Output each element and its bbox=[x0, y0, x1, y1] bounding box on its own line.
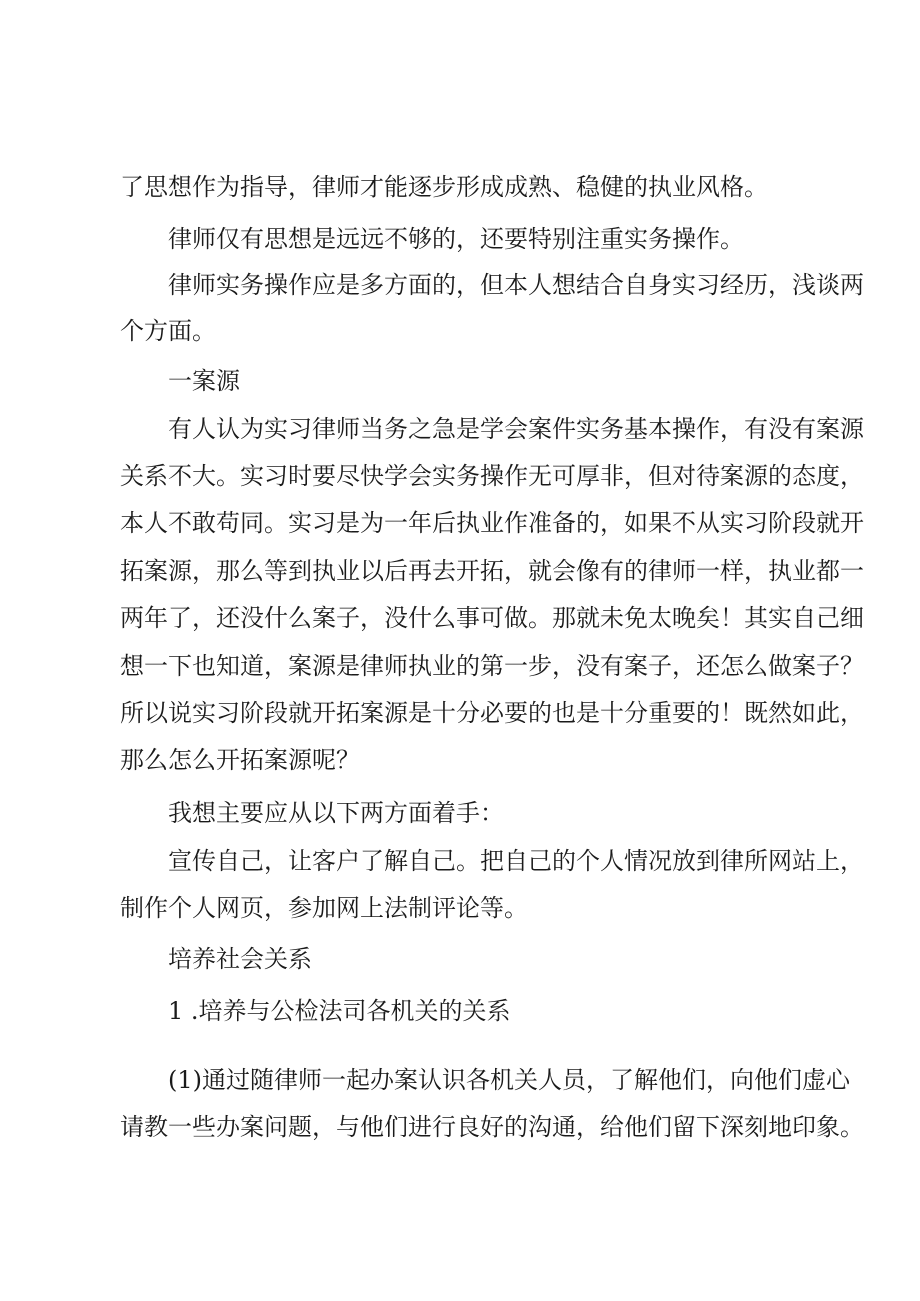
text-line: 我想主要应从以下两方面着手： bbox=[168, 799, 504, 827]
text-line: 有人认为实习律师当务之急是学会案件实务基本操作，有没有案源 bbox=[168, 415, 864, 443]
text-line: 宣传自己，让客户了解自己。把自己的个人情况放到律所网站上， bbox=[168, 847, 864, 875]
text-line: 想一下也知道，案源是律师执业的第一步，没有案子，还怎么做案子？ bbox=[120, 652, 864, 680]
text-line: 了思想作为指导，律师才能逐步形成成熟、稳健的执业风格。 bbox=[120, 173, 768, 201]
text-line: 关系不大。实习时要尽快学会实务操作无可厚非，但对待案源的态度， bbox=[120, 462, 864, 490]
list-heading: 1 .培养与公检法司各机关的关系 bbox=[168, 997, 511, 1025]
text-line: 拓案源，那么等到执业以后再去开拓，就会像有的律师一样，执业都一 bbox=[120, 557, 864, 585]
section-heading: 培养社会关系 bbox=[168, 945, 312, 973]
text-line: 本人不敢苟同。实习是为一年后执业作准备的，如果不从实习阶段就开 bbox=[120, 509, 864, 537]
text-line: 所以说实习阶段就开拓案源是十分必要的也是十分重要的！既然如此， bbox=[120, 699, 864, 727]
text-line: 制作个人网页，参加网上法制评论等。 bbox=[120, 894, 528, 922]
list-item-text: (1)通过随律师一起办案认识各机关人员，了解他们，向他们虚心 bbox=[168, 1066, 850, 1094]
text-line: 个方面。 bbox=[120, 317, 216, 345]
list-item-text: 请教一些办案问题，与他们进行良好的沟通，给他们留下深刻地印象。 bbox=[120, 1113, 864, 1141]
text-line: 那么怎么开拓案源呢？ bbox=[120, 746, 360, 774]
text-line: 律师实务操作应是多方面的，但本人想结合自身实习经历，浅谈两 bbox=[168, 271, 864, 299]
text-line: 律师仅有思想是远远不够的，还要特别注重实务操作。 bbox=[168, 225, 744, 253]
text-line: 两年了，还没什么案子，没什么事可做。那就未免太晚矣！其实自己细 bbox=[120, 604, 864, 632]
section-heading: 一案源 bbox=[168, 367, 240, 395]
